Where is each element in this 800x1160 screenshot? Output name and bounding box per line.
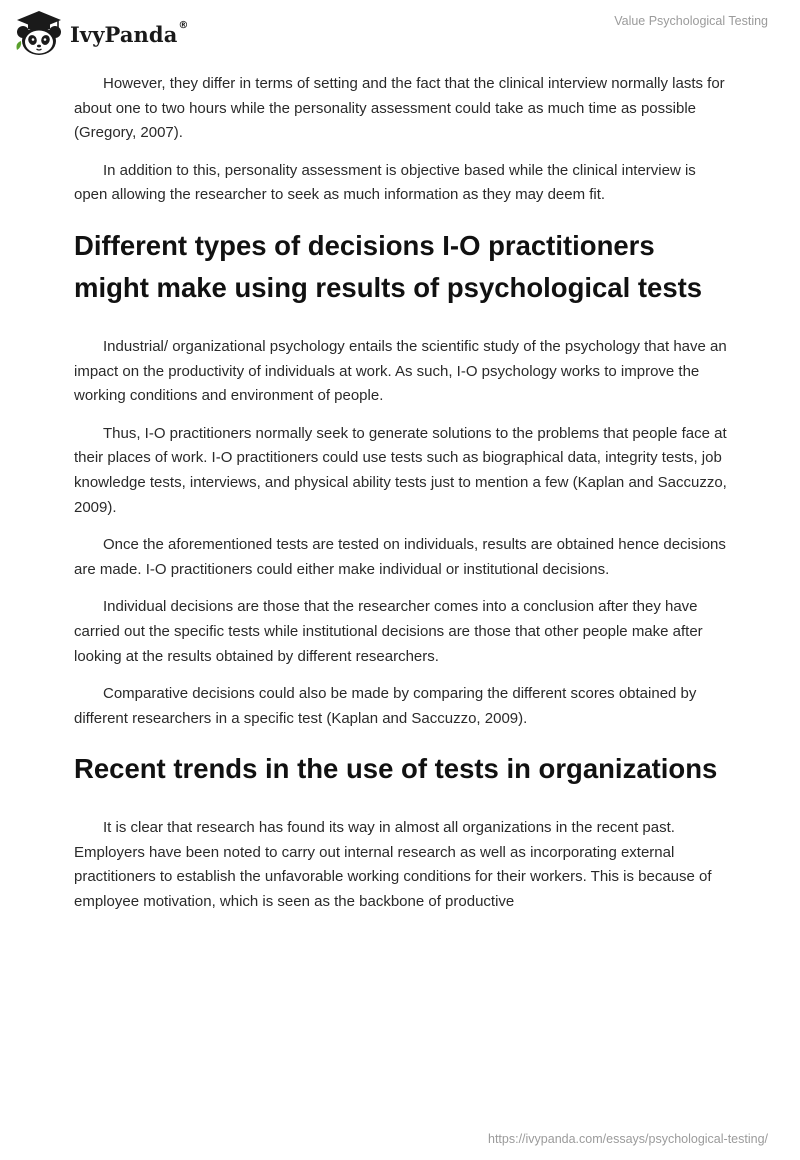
source-url[interactable]: https://ivypanda.com/essays/psychological-testing/: [488, 1132, 768, 1146]
paragraph: Comparative decisions could also be made by comparing the different scores obtained by different researchers in a specific test (Kaplan and Saccuzzo, 2009).: [74, 685, 697, 727]
section-heading-decisions: Different types of decisions I-O practitioners might make using results of psychological tests: [74, 229, 703, 303]
brand-logo[interactable]: [14, 10, 189, 56]
panda-graduate-icon: [14, 10, 64, 56]
paragraph: Individual decisions are those that the researcher comes into a conclusion after they have carried out the specific tests while institutional decisions are those that other people make after looking at the results obtained by different researchers.: [74, 598, 703, 665]
paragraph: Industrial/ organizational psychology entails the scientific study of the psychology that have an impact on the productivity of individuals at work. As such, I-O psychology works to improve the working conditions and environment of people.: [74, 337, 727, 405]
paragraph: Once the aforementioned tests are tested on individuals, results are obtained hence decisions are made. I-O practitioners could either make individual or institutional decisions.: [74, 536, 726, 578]
brand-name: IvyPanda®: [70, 19, 189, 47]
document-title: Value Psychological Testing: [614, 14, 768, 28]
paragraph: It is clear that research has found its way in almost all organizations in the recent past. Employers have been noted to carry out internal research as well as incorporating external practitioners to establish the unfavorable working conditions for their workers. This is because of employee motivation, which is seen as the backbone of productive: [74, 819, 712, 911]
section-heading-trends: Recent trends in the use of tests in organizations: [74, 753, 718, 785]
paragraph: However, they differ in terms of setting and the fact that the clinical interview normally lasts for about one to two hours while the personality assessment could take as much time as possible (Gregory, 2007).: [74, 75, 725, 142]
paragraph: Thus, I-O practitioners normally seek to generate solutions to the problems that people face at their places of work. I-O practitioners could use tests such as biographical data, integrity tests, job knowledge tests, interviews, and physical ability tests just to mention a few (Kaplan and Saccuzzo, 2009).: [74, 424, 727, 516]
registered-mark: ®: [178, 19, 189, 31]
paragraph: In addition to this, personality assessment is objective based while the clinical interview is open allowing the researcher to seek as much information as they may deem fit.: [74, 161, 696, 204]
page-header: [0, 0, 800, 70]
essay-content: [74, 72, 728, 928]
